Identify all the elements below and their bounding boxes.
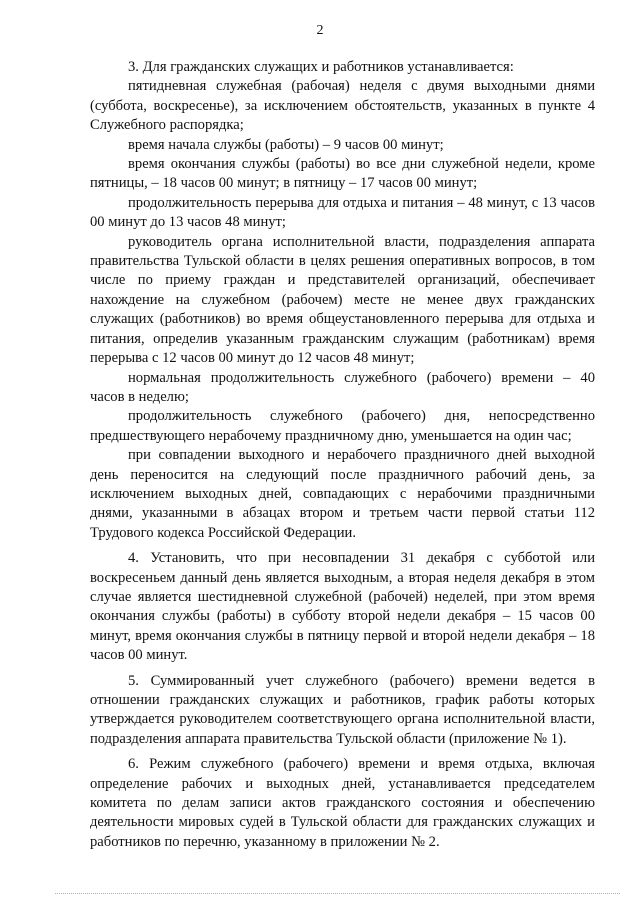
paragraph-4: 4. Установить, что при несовпадении 31 декабря с субботой или воскресеньем данный день является выходным, а вторая неделя декабря в этом случае является шестидневной служебной (рабочей) неделей, при этом время окончания службы (работы) в субботу второй недели декабря – 15 часов 00 минут, время окончания службы в пятницу первой и второй недели декабря – 18 часов 00 минут. bbox=[90, 550, 595, 664]
paragraph-end-time: время окончания службы (работы) во все дни служебной недели, кроме пятницы, – 18 часов 00 минут; в пятницу – 17 часов 00 минут; bbox=[90, 156, 595, 192]
paragraph-head-duty: руководитель органа исполнительной власти, подразделения аппарата правительства Тульской области в целях решения оперативных вопросов, в том числе по приему граждан и представителей организаций, обеспечивает нахождение на служебном (рабочем) месте не менее двух гражданских служащих (работников) во время общеустановленного перерыва для отдыха и питания, определив указанным гражданским служащим (работникам) время перерыва с 12 часов 00 минут до 12 часов 48 минут; bbox=[90, 233, 595, 367]
page-number: 2 bbox=[316, 23, 324, 38]
paragraph-holiday-transfer: при совпадении выходного и нерабочего праздничного дней выходной день переносится на следующий после праздничного рабочий день, за исключением выходных дней, совпадающих с нерабочими праздничными днями, указанными в абзацах втором и третьем части первой статьи 112 Трудового кодекса Российской Федерации. bbox=[90, 447, 595, 541]
paragraph-5: 5. Суммированный учет служебного (рабочего) времени ведется в отношении гражданских служащих и работников, график работы которых утверждается руководителем соответствующего органа исполнительной власти, подразделения аппарата правительства Тульской области (приложение № 1). bbox=[90, 672, 595, 747]
paragraph-start-time: время начала службы (работы) – 9 часов 00 минут; bbox=[128, 136, 444, 153]
document-body bbox=[90, 58, 595, 852]
paragraph-workweek: пятидневная служебная (рабочая) неделя с двумя выходными днями (суббота, воскресенье), за исключением обстоятельств, указанных в пункте 4 Служебного распорядка; bbox=[90, 78, 595, 134]
paragraph-3-heading: 3. Для гражданских служащих и работников устанавливается: bbox=[128, 59, 514, 75]
paragraph-break: продолжительность перерыва для отдыха и питания – 48 минут, с 13 часов 00 минут до 13 часов 48 минут; bbox=[90, 194, 595, 231]
paragraph-normal-hours: нормальная продолжительность служебного (рабочего) времени – 40 часов в неделю; bbox=[90, 369, 595, 405]
paragraph-6: 6. Режим служебного (рабочего) времени и время отдыха, включая определение рабочих и выходных дней, устанавливается председателем комитета по делам записи актов гражданского состояния и обеспечению деятельности мировых судей в Тульской области для гражданских служащих и работников по перечню, указанному в приложении № 2. bbox=[90, 756, 595, 850]
scan-artifact-line bbox=[55, 893, 620, 894]
paragraph-pre-holiday: продолжительность служебного (рабочего) дня, непосредственно предшествующего нерабочему праздничному дню, уменьшается на один час; bbox=[90, 408, 595, 444]
